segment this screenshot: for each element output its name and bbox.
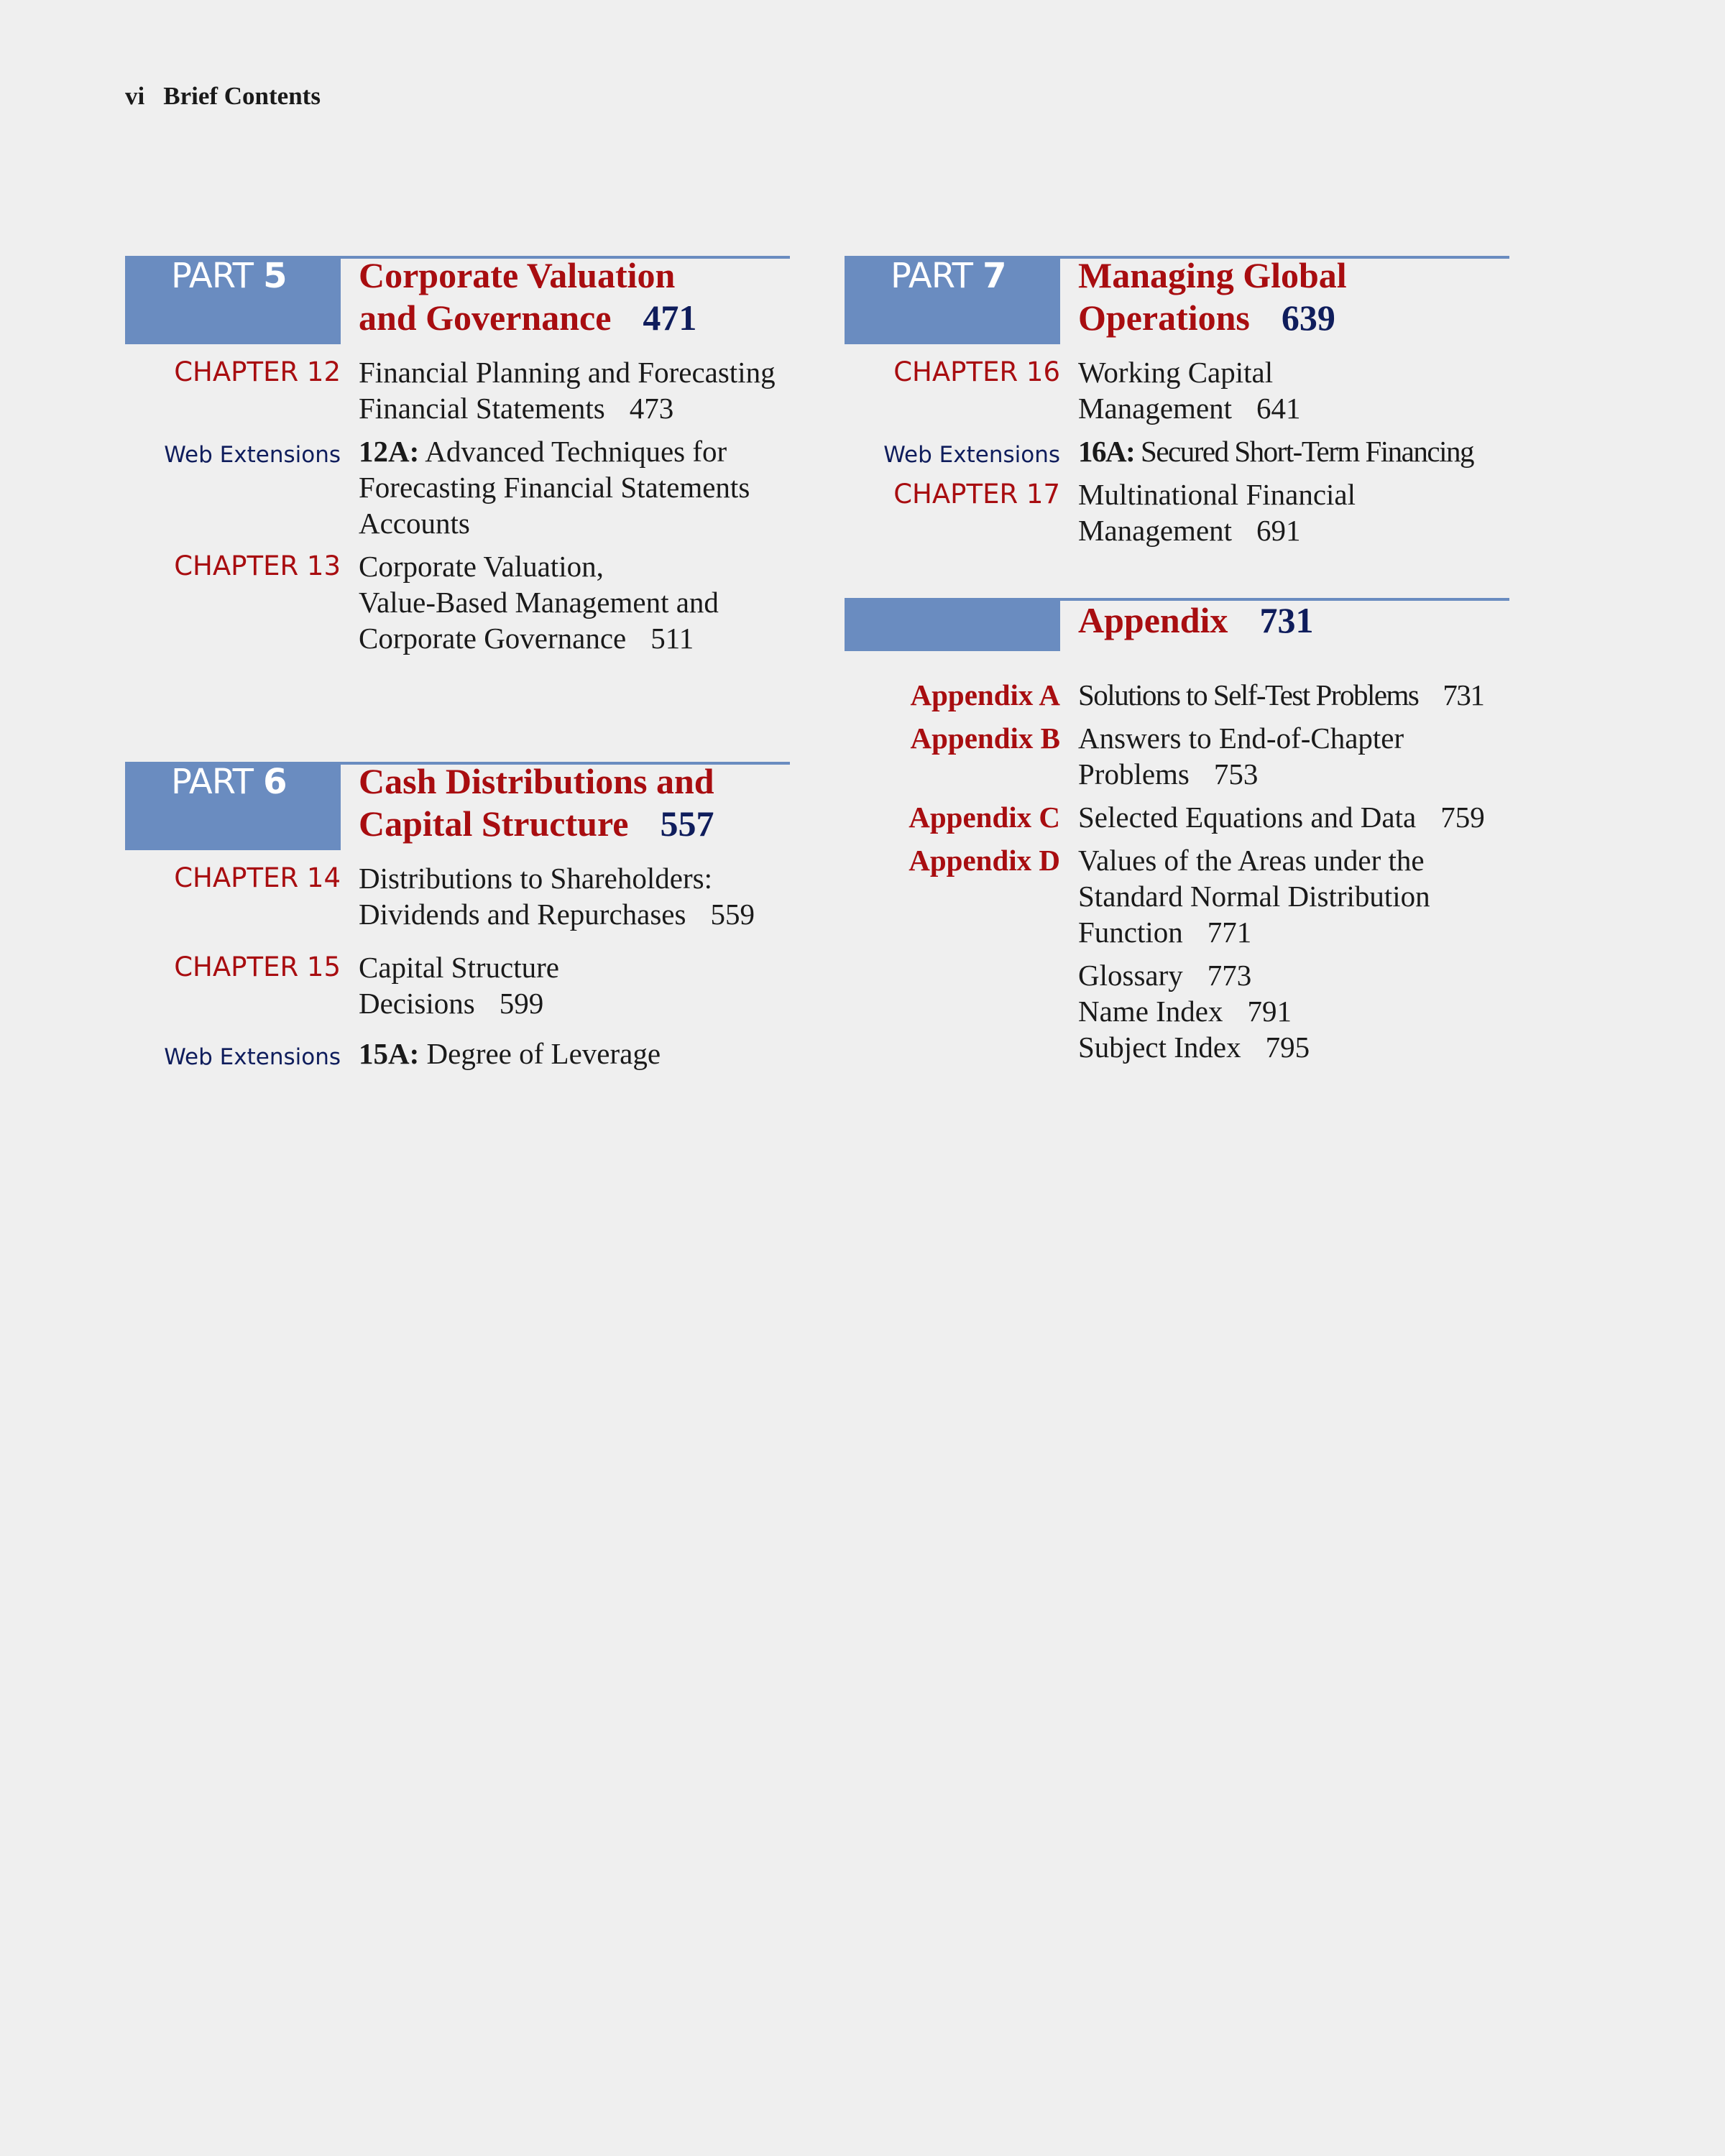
part-7-header (845, 256, 1509, 344)
entry-page-number: 753 (1213, 757, 1259, 791)
part-label (171, 256, 287, 296)
part-page-number: 471 (643, 298, 697, 338)
web-extensions-label: Web Extensions (164, 442, 341, 468)
entry-page-number: 691 (1256, 514, 1301, 547)
part-7-section (845, 256, 1509, 556)
running-head (125, 82, 321, 111)
entry-page-number: 731 (1443, 678, 1484, 711)
toc-entry-web-15a[interactable] (125, 1036, 790, 1072)
appendix-label: Appendix D (908, 844, 1060, 877)
page-number: vi (125, 82, 145, 110)
chapter-label: CHAPTER 17 (893, 479, 1060, 510)
entry-title-line: Values of the Areas under the (1078, 844, 1425, 877)
entry-title-line: Glossary (1078, 959, 1183, 992)
part-word: PART (891, 256, 972, 296)
entry-page-number: 791 (1247, 995, 1292, 1028)
entry-page-number: 599 (499, 987, 544, 1020)
appendix-header (845, 598, 1509, 651)
entry-title-line: Answers to End-of-Chapter (1078, 722, 1404, 755)
part-5-header (125, 256, 790, 344)
entry-title-line: Solutions to Self-Test Problems (1078, 678, 1419, 711)
entry-title-line: Management (1078, 514, 1233, 547)
toc-entry-chapter-13[interactable] (125, 548, 790, 656)
toc-entry-appendix-b[interactable] (845, 720, 1509, 792)
part-title-line: Cash Distributions and (359, 761, 714, 801)
entry-title-line: Multinational Financial (1078, 478, 1356, 511)
entry-page-number: 759 (1440, 801, 1485, 834)
part-number: 7 (983, 256, 1006, 296)
part-title[interactable] (1078, 254, 1509, 339)
entry-title-line: Working Capital (1078, 356, 1274, 389)
entry-title-line: Dividends and Repurchases (359, 898, 686, 931)
entry-title-line: Accounts (359, 507, 470, 540)
toc-entry-chapter-16[interactable] (845, 354, 1509, 426)
entry-title-line: Name Index (1078, 995, 1223, 1028)
part-label (171, 762, 287, 802)
part-word: PART (171, 256, 253, 296)
entry-title-line: Secured Short-Term Financing (1141, 435, 1473, 468)
toc-entry-glossary[interactable] (1078, 957, 1517, 993)
entry-title-line: Function (1078, 916, 1183, 949)
entry-page-number: 771 (1207, 916, 1252, 949)
entry-title-line: Decisions (359, 987, 475, 1020)
part-box (125, 762, 341, 850)
appendix-label: Appendix B (910, 722, 1060, 755)
toc-entry-appendix-d[interactable] (845, 842, 1509, 950)
toc-entry-subject-index[interactable] (1078, 1029, 1517, 1065)
chapter-label: CHAPTER 15 (174, 952, 341, 982)
entry-page-number: 511 (650, 622, 694, 655)
entry-title-line: Standard Normal Distribution (1078, 880, 1430, 913)
chapter-label: CHAPTER 12 (174, 356, 341, 387)
part-label (891, 256, 1006, 296)
part-6-section (125, 762, 790, 1079)
part-title-line: Capital Structure (359, 803, 629, 844)
part-6-header (125, 762, 790, 850)
entry-title-line: Advanced Techniques for (425, 435, 727, 468)
part-page-number: 639 (1281, 298, 1335, 338)
part-title-line: Managing Global (1078, 255, 1347, 295)
part-box (845, 256, 1060, 344)
part-title[interactable] (359, 760, 790, 845)
part-box (845, 598, 1060, 651)
part-word: PART (171, 762, 253, 802)
chapter-label: CHAPTER 14 (174, 862, 341, 893)
entry-page-number: 641 (1256, 392, 1301, 425)
part-title[interactable] (359, 254, 790, 339)
entry-title-line: Forecasting Financial Statements (359, 471, 750, 504)
part-5-section (125, 256, 790, 663)
chapter-label: CHAPTER 13 (174, 550, 341, 581)
entry-title-line: Financial Statements (359, 392, 605, 425)
entry-page-number: 559 (710, 898, 755, 931)
appendix-title-text: Appendix (1078, 600, 1228, 640)
part-title-line: Operations (1078, 298, 1250, 338)
part-number: 5 (263, 256, 287, 296)
entry-title-line: Financial Planning and Forecasting (359, 356, 776, 389)
toc-entry-chapter-17[interactable] (845, 476, 1509, 548)
entry-page-number: 795 (1265, 1031, 1310, 1064)
part-box (125, 256, 341, 344)
part-title-line: Corporate Valuation (359, 255, 676, 295)
toc-entry-web-12a[interactable] (125, 433, 790, 541)
toc-entry-back-matter (845, 957, 1509, 1065)
toc-entry-name-index[interactable] (1078, 993, 1517, 1029)
toc-entry-chapter-15[interactable] (125, 949, 790, 1021)
entry-title-line: Subject Index (1078, 1031, 1241, 1064)
toc-entry-web-16a[interactable] (845, 433, 1509, 469)
toc-entry-chapter-12[interactable] (125, 354, 790, 426)
entry-title-line: Management (1078, 392, 1233, 425)
entry-title-line: Selected Equations and Data (1078, 801, 1417, 834)
entry-title-line: Corporate Valuation, (359, 550, 604, 583)
part-page-number: 731 (1259, 600, 1314, 640)
entry-title-line: Problems (1078, 757, 1190, 791)
part-number: 6 (263, 762, 287, 802)
extension-code: 16A: (1078, 435, 1135, 468)
entry-title-line: Degree of Leverage (426, 1037, 661, 1070)
entry-page-number: 773 (1207, 959, 1252, 992)
running-head-title: Brief Contents (163, 82, 321, 110)
extension-code: 15A: (359, 1037, 420, 1070)
appendix-section (845, 598, 1509, 1072)
entry-title-line: Capital Structure (359, 951, 559, 984)
extension-code: 12A: (359, 435, 420, 468)
entry-title-line: Distributions to Shareholders: (359, 862, 712, 895)
part-title-line: and Governance (359, 298, 612, 338)
appendix-label: Appendix C (908, 801, 1060, 834)
part-page-number: 557 (660, 803, 714, 844)
toc-entry-appendix-c[interactable] (845, 799, 1509, 835)
web-extensions-label: Web Extensions (164, 1044, 341, 1070)
web-extensions-label: Web Extensions (883, 442, 1060, 468)
appendix-title[interactable] (1078, 599, 1509, 642)
entry-title-line: Value-Based Management and (359, 586, 719, 619)
toc-entry-appendix-a[interactable] (845, 677, 1509, 713)
entry-title-line: Corporate Governance (359, 622, 627, 655)
entry-page-number: 473 (629, 392, 674, 425)
appendix-label: Appendix A (910, 678, 1060, 711)
toc-entry-chapter-14[interactable] (125, 860, 790, 932)
chapter-label: CHAPTER 16 (893, 356, 1060, 387)
